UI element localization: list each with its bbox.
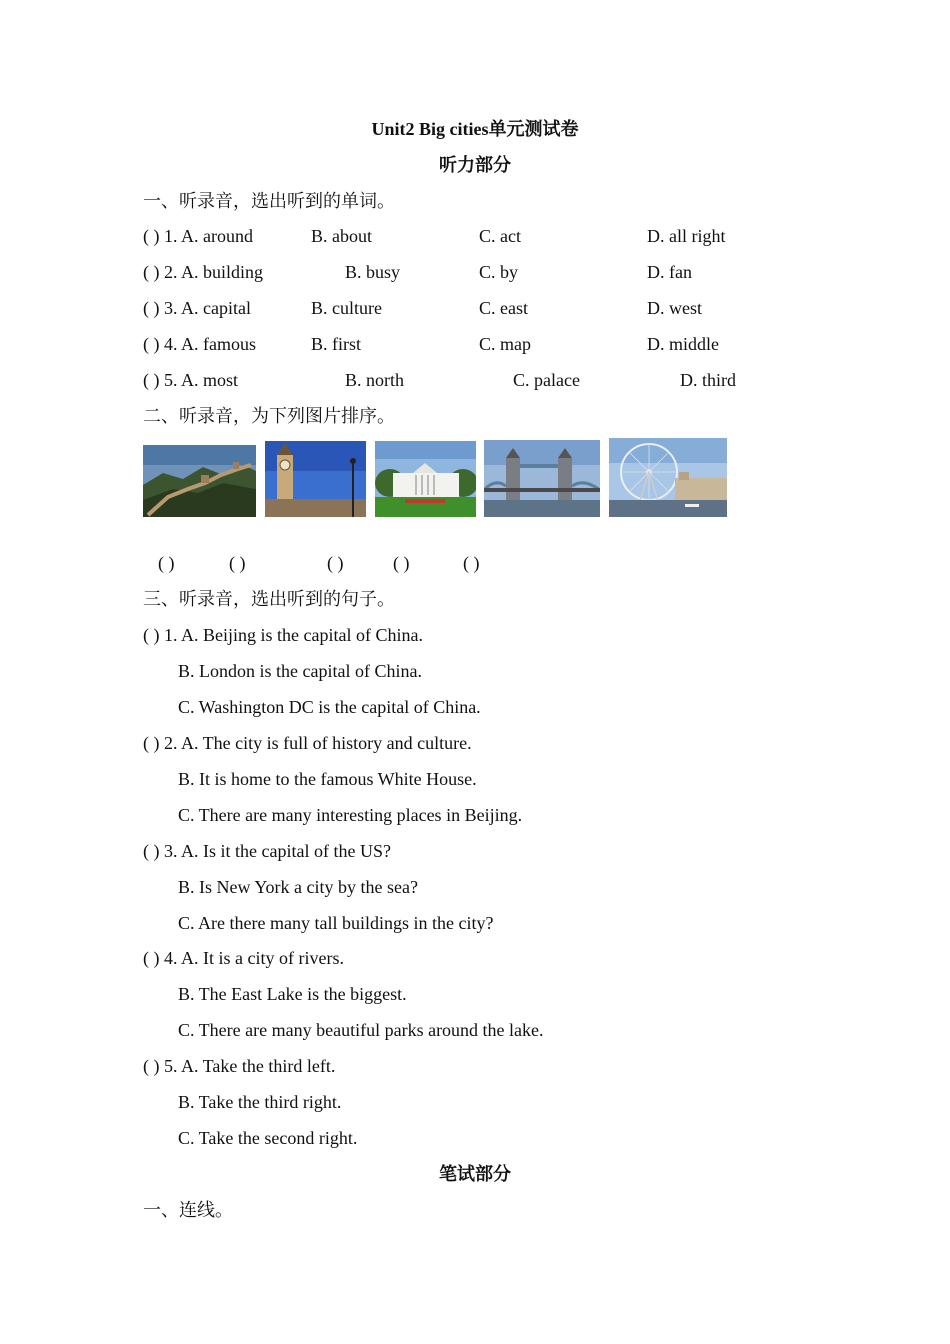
q2-option-a: ( ) 2. A. building <box>143 262 263 282</box>
tower-bridge-photo <box>484 440 600 517</box>
s3-q5-option-b: B. Take the third right. <box>178 1092 342 1112</box>
q1-option-b: B. about <box>311 226 372 246</box>
s3-q4-option-a: ( ) 4. A. It is a city of rivers. <box>143 948 344 968</box>
writing-section-title: 笔试部分 <box>439 1164 511 1184</box>
s3-q1-option-c: C. Washington DC is the capital of China. <box>178 697 481 717</box>
section2-heading: 二、听录音，为下列图片排序。 <box>143 406 395 426</box>
q3-option-b: B. culture <box>311 298 382 318</box>
s3-q3-option-a: ( ) 3. A. Is it the capital of the US? <box>143 841 391 861</box>
q4-option-d: D. middle <box>647 334 719 354</box>
q2-option-d: D. fan <box>647 262 692 282</box>
q4-option-b: B. first <box>311 334 362 354</box>
s3-q5-option-c: C. Take the second right. <box>178 1128 358 1148</box>
image-blank-1[interactable]: ( ) <box>158 553 175 573</box>
s3-q2-option-c: C. There are many interesting places in Beijing. <box>178 805 523 825</box>
q3-option-a: ( ) 3. A. capital <box>143 298 251 318</box>
q2-option-c: C. by <box>479 262 519 282</box>
big-ben-photo <box>265 441 366 517</box>
q4-option-a: ( ) 4. A. famous <box>143 334 256 354</box>
s3-q4-option-b: B. The East Lake is the biggest. <box>178 984 407 1004</box>
q4-option-c: C. map <box>479 334 531 354</box>
image-blank-3[interactable]: ( ) <box>327 553 344 573</box>
q1-option-d: D. all right <box>647 226 726 246</box>
page-title: Unit2 Big cities单元测试卷 <box>371 119 579 139</box>
s3-q5-option-a: ( ) 5. A. Take the third left. <box>143 1056 336 1076</box>
s3-q3-option-b: B. Is New York a city by the sea? <box>178 877 418 897</box>
q1-option-a: ( ) 1. A. around <box>143 226 253 246</box>
white-house-photo <box>375 441 476 517</box>
s3-q3-option-c: C. Are there many tall buildings in the city? <box>178 913 494 933</box>
image-blank-4[interactable]: ( ) <box>393 553 410 573</box>
image-blank-5[interactable]: ( ) <box>463 553 480 573</box>
s3-q2-option-b: B. It is home to the famous White House. <box>178 769 477 789</box>
s3-q1-option-a: ( ) 1. A. Beijing is the capital of China. <box>143 625 423 645</box>
q5-option-d: D. third <box>680 370 736 390</box>
s3-q2-option-a: ( ) 2. A. The city is full of history and culture. <box>143 733 472 753</box>
q1-option-c: C. act <box>479 226 521 246</box>
section1-heading: 一、听录音，选出听到的单词。 <box>143 191 395 211</box>
q5-option-a: ( ) 5. A. most <box>143 370 239 390</box>
q2-option-b: B. busy <box>345 262 401 282</box>
q5-option-c: C. palace <box>513 370 580 390</box>
s3-q4-option-c: C. There are many beautiful parks around the lake. <box>178 1020 544 1040</box>
writing-section1-heading: 一、连线。 <box>143 1200 233 1220</box>
s3-q1-option-b: B. London is the capital of China. <box>178 661 422 681</box>
section3-heading: 三、听录音，选出听到的句子。 <box>143 589 395 609</box>
london-eye-photo <box>609 438 727 517</box>
image-blank-2[interactable]: ( ) <box>229 553 246 573</box>
great-wall-photo <box>143 445 256 517</box>
listening-section-title: 听力部分 <box>439 155 511 175</box>
q3-option-d: D. west <box>647 298 702 318</box>
q3-option-c: C. east <box>479 298 528 318</box>
q5-option-b: B. north <box>345 370 405 390</box>
